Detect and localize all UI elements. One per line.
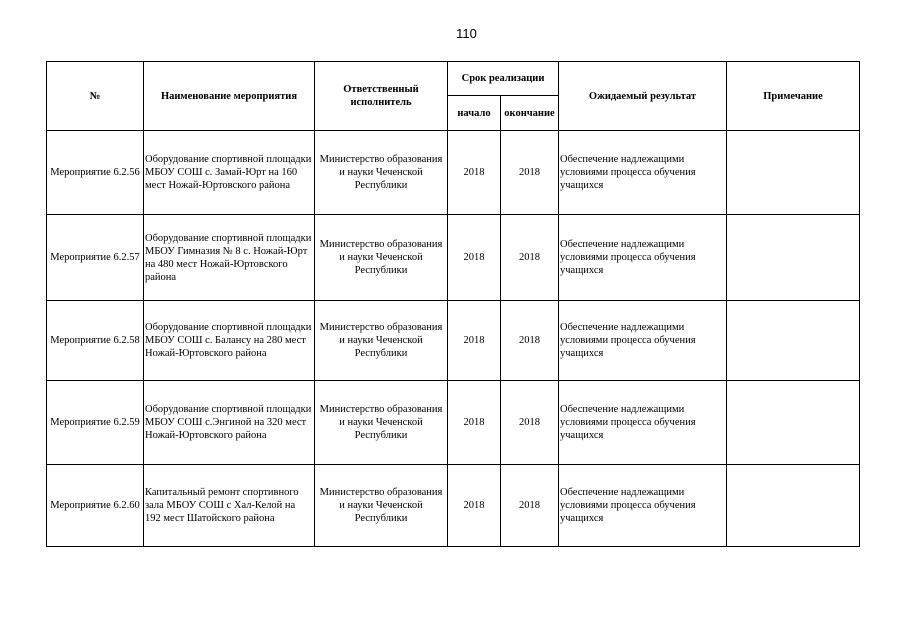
table-row [47, 381, 860, 465]
cell-num: Мероприятие 6.2.60 [47, 465, 144, 547]
cell-note [727, 465, 860, 547]
table-row [47, 131, 860, 215]
cell-num: Мероприятие 6.2.57 [47, 215, 144, 301]
cell-end: 2018 [501, 301, 559, 381]
cell-name: Капитальный ремонт спортивного зала МБОУ СОШ с Хал-Келой на 192 мест Шатойского района [144, 465, 315, 547]
cell-executor: Министерство образования и науки Чеченской Республики [315, 301, 448, 381]
cell-start: 2018 [448, 301, 501, 381]
cell-end: 2018 [501, 381, 559, 465]
cell-start: 2018 [448, 465, 501, 547]
header-result: Ожидаемый результат [559, 62, 727, 131]
cell-note [727, 131, 860, 215]
cell-num: Мероприятие 6.2.56 [47, 131, 144, 215]
header-executor: Ответственный исполнитель [315, 62, 448, 131]
cell-end: 2018 [501, 215, 559, 301]
header-start: начало [448, 96, 501, 131]
cell-end: 2018 [501, 465, 559, 547]
cell-executor: Министерство образования и науки Чеченской Республики [315, 381, 448, 465]
header-note: Примечание [727, 62, 860, 131]
events-table [46, 61, 860, 547]
cell-result: Обеспечение надлежащими условиями процесса обучения учащихся [559, 131, 727, 215]
cell-executor: Министерство образования и науки Чеченской Республики [315, 131, 448, 215]
cell-start: 2018 [448, 215, 501, 301]
header-num: № [47, 62, 144, 131]
table-row [47, 465, 860, 547]
cell-start: 2018 [448, 381, 501, 465]
cell-name: Оборудование спортивной площадки МБОУ СОШ с.Энгиной на 320 мест Ножай-Юртовского района [144, 381, 315, 465]
cell-start: 2018 [448, 131, 501, 215]
cell-result: Обеспечение надлежащими условиями процесса обучения учащихся [559, 301, 727, 381]
cell-result: Обеспечение надлежащими условиями процесса обучения учащихся [559, 215, 727, 301]
header-period: Срок реализации [448, 62, 559, 96]
table-row [47, 215, 860, 301]
cell-result: Обеспечение надлежащими условиями процесса обучения учащихся [559, 465, 727, 547]
cell-note [727, 301, 860, 381]
header-end: окончание [501, 96, 559, 131]
table-row [47, 301, 860, 381]
cell-num: Мероприятие 6.2.59 [47, 381, 144, 465]
cell-name: Оборудование спортивной площадки МБОУ Гимназия № 8 с. Ножай-Юрт на 480 мест Ножай-Юртовского района [144, 215, 315, 301]
header-name: Наименование мероприятия [144, 62, 315, 131]
cell-num: Мероприятие 6.2.58 [47, 301, 144, 381]
cell-end: 2018 [501, 131, 559, 215]
cell-name: Оборудование спортивной площадки МБОУ СОШ с. Замай-Юрт на 160 мест Ножай-Юртовского района [144, 131, 315, 215]
cell-executor: Министерство образования и науки Чеченской Республики [315, 465, 448, 547]
cell-executor: Министерство образования и науки Чеченской Республики [315, 215, 448, 301]
cell-note [727, 381, 860, 465]
header-row [47, 62, 860, 96]
page-number: 110 [456, 26, 477, 41]
cell-result: Обеспечение надлежащими условиями процесса обучения учащихся [559, 381, 727, 465]
cell-name: Оборудование спортивной площадки МБОУ СОШ с. Балансу на 280 мест Ножай-Юртовского района [144, 301, 315, 381]
cell-note [727, 215, 860, 301]
